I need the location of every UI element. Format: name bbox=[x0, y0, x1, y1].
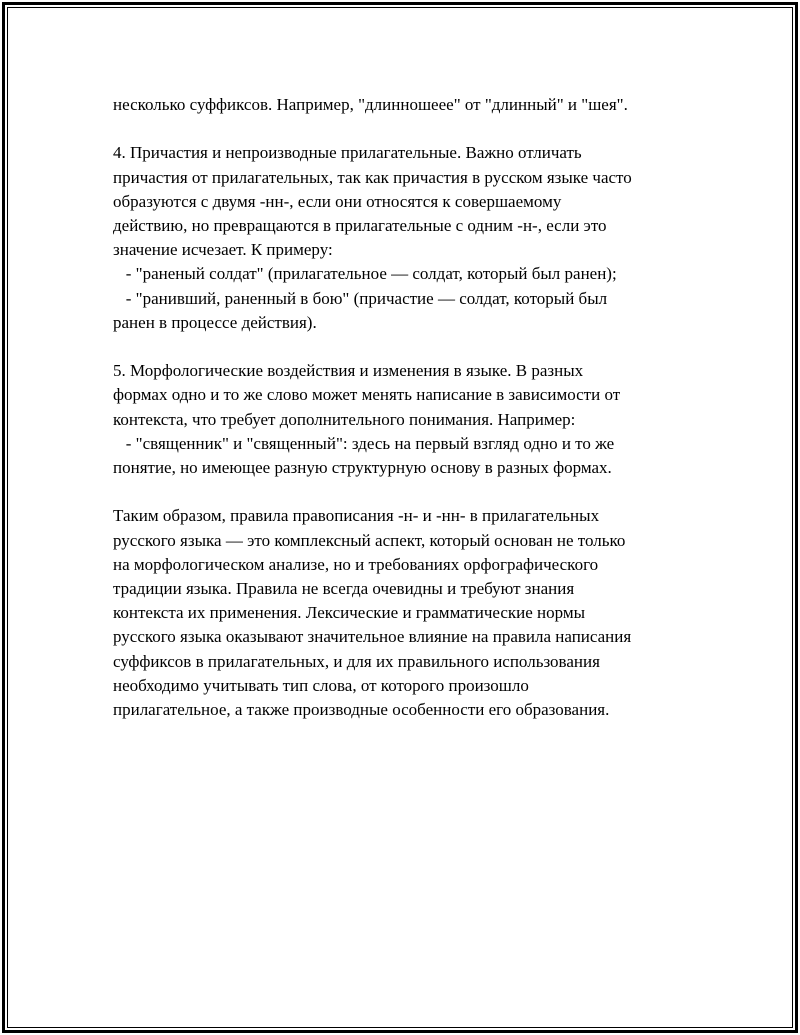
paragraph-intro bbox=[113, 93, 703, 117]
text-line: необходимо учитывать тип слова, от которого произошло bbox=[113, 675, 529, 695]
paragraph-gap bbox=[113, 480, 703, 504]
text-line: значение исчезает. К примеру: bbox=[113, 240, 333, 260]
text-line: русского языка оказывают значительное влияние на правила написания bbox=[113, 627, 632, 647]
text-line: русского языка — это комплексный аспект, который основан не только bbox=[113, 530, 626, 550]
text-line: действию, но превращаются в прилагательные с одним -н-, если это bbox=[113, 216, 607, 235]
document-body bbox=[113, 93, 703, 722]
text-line: 5. Морфологические воздействия и изменения в языке. В разных bbox=[113, 361, 584, 381]
text-line: формах одно и то же слово может менять написание в зависимости от bbox=[113, 385, 621, 405]
text-line: контекста их применения. Лексические и грамматические нормы bbox=[113, 603, 586, 623]
list-item-line: - "священник" и "священный": здесь на первый взгляд одно и то же bbox=[113, 433, 615, 453]
text-line: прилагательное, а также производные особенности его образования. bbox=[113, 700, 610, 720]
paragraph-gap bbox=[113, 335, 703, 359]
text-line: контекста, что требует дополнительного понимания. Например: bbox=[113, 409, 576, 429]
text-line: образуются с двумя -нн-, если они относятся к совершаемому bbox=[113, 191, 562, 211]
list-item-line: - "ранивший, раненный в бою" (причастие — солдат, который был bbox=[113, 288, 608, 308]
text-line: ранен в процессе действия). bbox=[113, 312, 317, 332]
text-line: Таким образом, правила правописания -н- и -нн- в прилагательных bbox=[113, 506, 600, 526]
paragraph-point-4 bbox=[113, 141, 703, 335]
text-line: причастия от прилагательных, так как причастия в русском языке часто bbox=[113, 167, 632, 187]
paragraph-gap bbox=[113, 117, 703, 141]
text-line: понятие, но имеющее разную структурную основу в разных формах. bbox=[113, 458, 612, 478]
text-line: суффиксов в прилагательных, и для их правильного использования bbox=[113, 651, 600, 671]
paragraph-point-5 bbox=[113, 359, 703, 480]
text-line: 4. Причастия и непроизводные прилагательные. Важно отличать bbox=[113, 143, 582, 163]
list-item-line: - "раненый солдат" (прилагательное — солдат, который был ранен); bbox=[113, 264, 617, 284]
text-line: на морфологическом анализе, но и требованиях орфографического bbox=[113, 554, 599, 574]
text-line: несколько суффиксов. Например, "длинношеее" от "длинный" и "шея". bbox=[113, 95, 628, 114]
paragraph-conclusion bbox=[113, 504, 703, 722]
text-line: традиции языка. Правила не всегда очевидны и требуют знания bbox=[113, 579, 575, 599]
